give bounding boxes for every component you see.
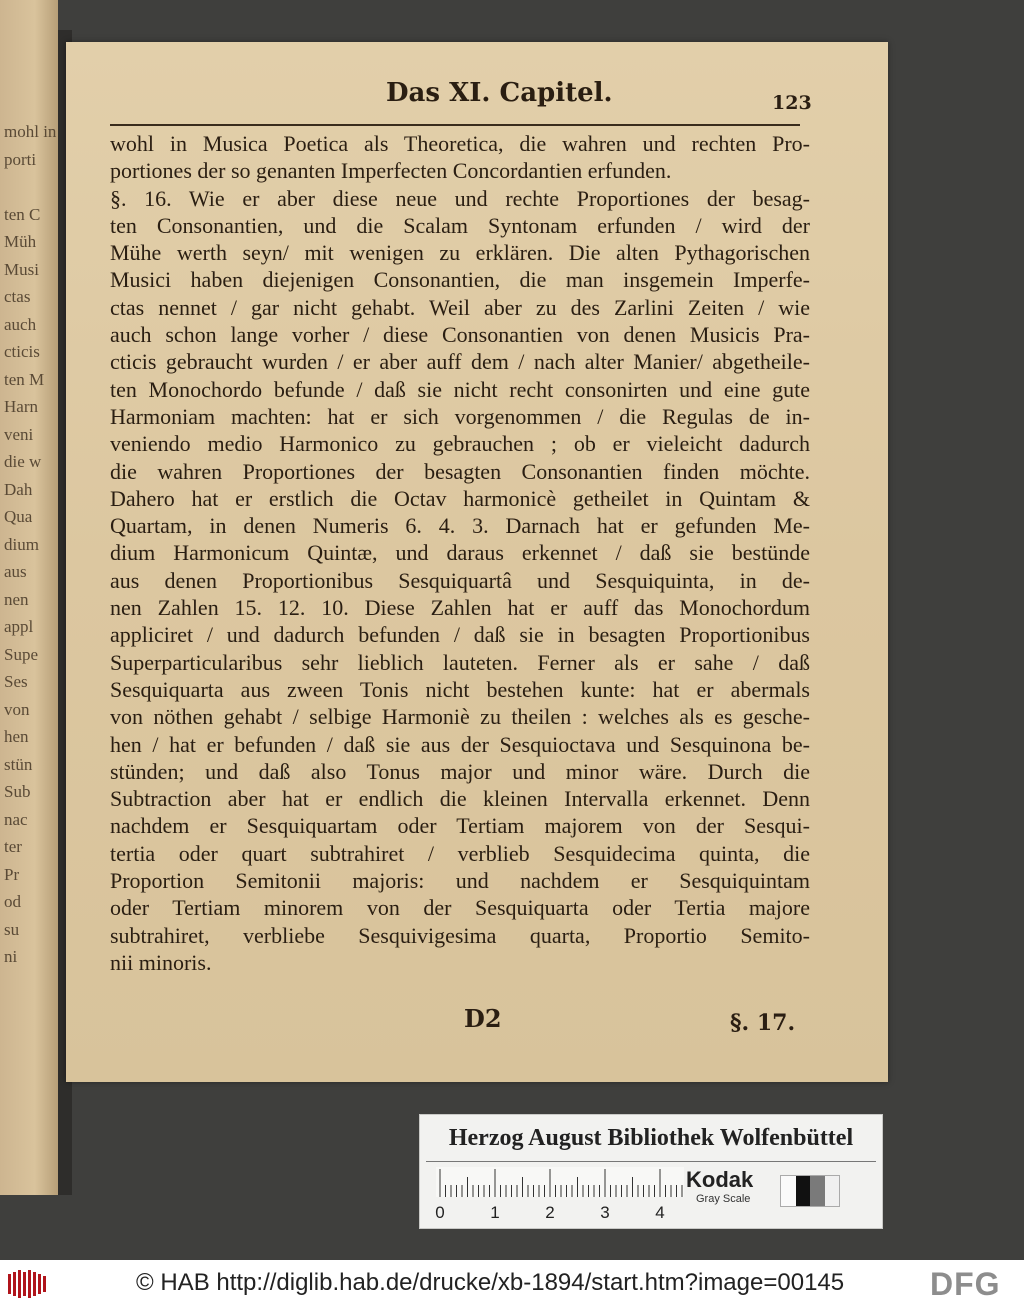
text-line: oder Tertiam minorem von der Sesquiquarta oder Tertia majore	[110, 895, 810, 921]
facing-page-fragment: appl	[4, 617, 34, 636]
text-line: Quartam, in denen Numeris 6. 4. 3. Darnach hat er gefunden Me-	[110, 513, 810, 539]
text-line: portiones der so genanten Imperfecten Concordantien erfunden.	[110, 158, 672, 184]
facing-page-fragment: su	[4, 919, 20, 939]
text-line: nachdem er Sesquiquartam oder Tertiam majorem von der Sesqui-	[110, 813, 810, 839]
facing-page-fragment: aus	[4, 562, 27, 581]
text-line: ctas nennet / gar nicht gehabt. Weil aber zu des Zarlini Zeiten / wie	[110, 294, 810, 320]
measurement-ruler	[436, 1167, 684, 1197]
library-name: Herzog August Bibliothek Wolfenbüttel	[448, 1125, 854, 1151]
text-line: subtrahiret, verbliebe Sesquivigesima quarta, Proportio Semito-	[110, 922, 810, 948]
gray-scale-swatch	[780, 1175, 840, 1207]
facing-page-fragment: stün	[4, 754, 33, 774]
facing-page-fragment: ni	[4, 947, 18, 966]
text-line: dium Harmonicum Quintæ, und daraus erkennet / daß sie bestünde	[110, 540, 810, 566]
text-line: Harmoniam machten: hat er sich vorgenommen / die Regulas de in-	[110, 403, 810, 429]
facing-page-fragment: Qua	[4, 507, 33, 526]
facing-page-fragment: cticis	[4, 342, 40, 361]
facing-page-fragment: dium	[4, 534, 39, 554]
facing-page-fragment: Supe	[4, 644, 38, 664]
facing-page-fragment: ter	[4, 837, 22, 856]
facing-page-fragment: od	[4, 892, 21, 911]
facing-page-fragment: Harn	[4, 397, 38, 416]
running-head: Das XI. Capitel.	[386, 78, 613, 108]
facing-page-fragment: Sub	[4, 782, 31, 801]
facing-page-fragment: veni	[4, 424, 34, 444]
text-line: veniendo medio Harmonico zu gebrauchen ; ob er vieleicht dadurch	[110, 431, 810, 457]
catchword: D2	[464, 1004, 502, 1033]
text-line: stünden; und daß also Tonus major und minor wäre. Durch die	[110, 758, 810, 784]
text-line: §. 16. Wie er aber diese neue und rechte Proportiones der besag-	[110, 185, 810, 211]
color-calibration-card	[419, 1114, 883, 1229]
text-line: ten Monochordo befunde / daß sie nicht recht consonirten und eine gute	[110, 376, 810, 402]
text-line: Mühe werth seyn/ mit wenigen zu erklären. Die alten Pythagorischen	[110, 240, 810, 266]
facing-page-fragment	[0, 173, 56, 201]
text-line: auch schon lange vorher / diese Consonantien von denen Musicis Pra-	[110, 322, 810, 348]
facing-page-fragment: ctas	[4, 287, 31, 306]
text-line: Subtraction aber hat er endlich die kleinen Intervalla erkennet. Denn	[110, 786, 810, 812]
header-rule	[110, 124, 800, 126]
gray-scale-label: Gray Scale	[696, 1193, 751, 1205]
page-number: 123	[772, 92, 812, 114]
text-line: Superparticularibus sehr lieblich lauteten. Ferner als er sahe / daß	[110, 649, 810, 675]
facing-page-fragment: auch	[4, 314, 37, 334]
text-line: von nöthen gehabt / selbige Harmoniè zu theilen : welches als es gesche-	[110, 704, 810, 730]
text-line: die wahren Proportiones der besagten Consonantien finden möchte.	[110, 458, 810, 484]
facing-page-fragment: nac	[4, 809, 28, 829]
text-line: ten Consonantien, und die Scalam Syntonam erfunden / wird der	[110, 212, 810, 238]
text-line: Dahero hat er erstlich die Octav harmonicè getheilet in Quintam &	[110, 485, 810, 511]
text-line: wohl in Musica Poetica als Theoretica, die wahren und rechten Pro-	[110, 131, 810, 156]
ruler-label-2: 2	[545, 1203, 555, 1222]
facing-page-fragment: die w	[4, 452, 42, 471]
text-line: nii minoris.	[110, 949, 212, 975]
facing-page-fragment: Musi	[4, 259, 39, 279]
text-line: tertia oder quart subtrahiret / verblieb Sesquidecima quinta, die	[110, 840, 810, 866]
facing-page-fragment: Müh	[4, 232, 37, 251]
facing-page-fragment: ten M	[4, 369, 45, 389]
facing-page-fragment: nen	[4, 589, 29, 609]
facing-page-text	[0, 118, 56, 971]
text-line: appliciret / und dadurch befunden / daß sie in besagten Proportionibus	[110, 622, 810, 648]
hab-logo-icon	[8, 1270, 46, 1298]
dfg-logo: DFG	[930, 1266, 1001, 1302]
text-line: Sesquiquarta aus zween Tonis nicht bestehen kunte: hat er abermals	[110, 676, 810, 702]
facing-page-fragment: mohl in	[4, 122, 57, 141]
facing-page-fragment: Pr	[4, 864, 20, 884]
facing-page-fragment: ten C	[4, 204, 41, 224]
facing-page-fragment: porti	[4, 149, 37, 169]
ruler-label-1: 1	[490, 1203, 500, 1222]
ruler-label-0: 0	[435, 1203, 445, 1222]
text-line: Musici haben diejenigen Consonantien, die man insgemein Imperfe-	[110, 267, 810, 293]
text-line: nen Zahlen 15. 12. 10. Diese Zahlen hat er auff das Monochordum	[110, 595, 810, 621]
facing-page-fragment: hen	[4, 727, 29, 746]
text-line: hen / hat er befunden / daß sie aus der Sesquioctava und Sesquinona be-	[110, 731, 810, 757]
kodak-brand: Kodak	[686, 1167, 754, 1192]
text-line: Proportion Semitonii majoris: und nachdem er Sesquiquintam	[110, 868, 810, 894]
text-line: aus denen Proportionibus Sesquiquartâ und Sesquiquinta, in de-	[110, 567, 810, 593]
section-signature: §. 17.	[730, 1010, 796, 1036]
source-url[interactable]: © HAB http://diglib.hab.de/drucke/xb-1894/start.htm?image=00145	[136, 1269, 845, 1296]
facing-page	[0, 0, 58, 1195]
facing-page-fragment: von	[4, 699, 30, 719]
book-page	[66, 42, 888, 1082]
viewer-footer	[0, 1260, 1024, 1308]
facing-page-fragment: Dah	[4, 479, 33, 499]
ruler-label-3: 3	[600, 1203, 610, 1222]
facing-page-fragment: Ses	[4, 672, 28, 691]
ruler-label-4: 4	[655, 1203, 665, 1222]
card-divider	[426, 1161, 876, 1162]
text-line: cticis gebraucht wurden / er aber auff dem / nach alter Manier/ abgetheile-	[110, 349, 810, 375]
body-text	[110, 130, 810, 976]
